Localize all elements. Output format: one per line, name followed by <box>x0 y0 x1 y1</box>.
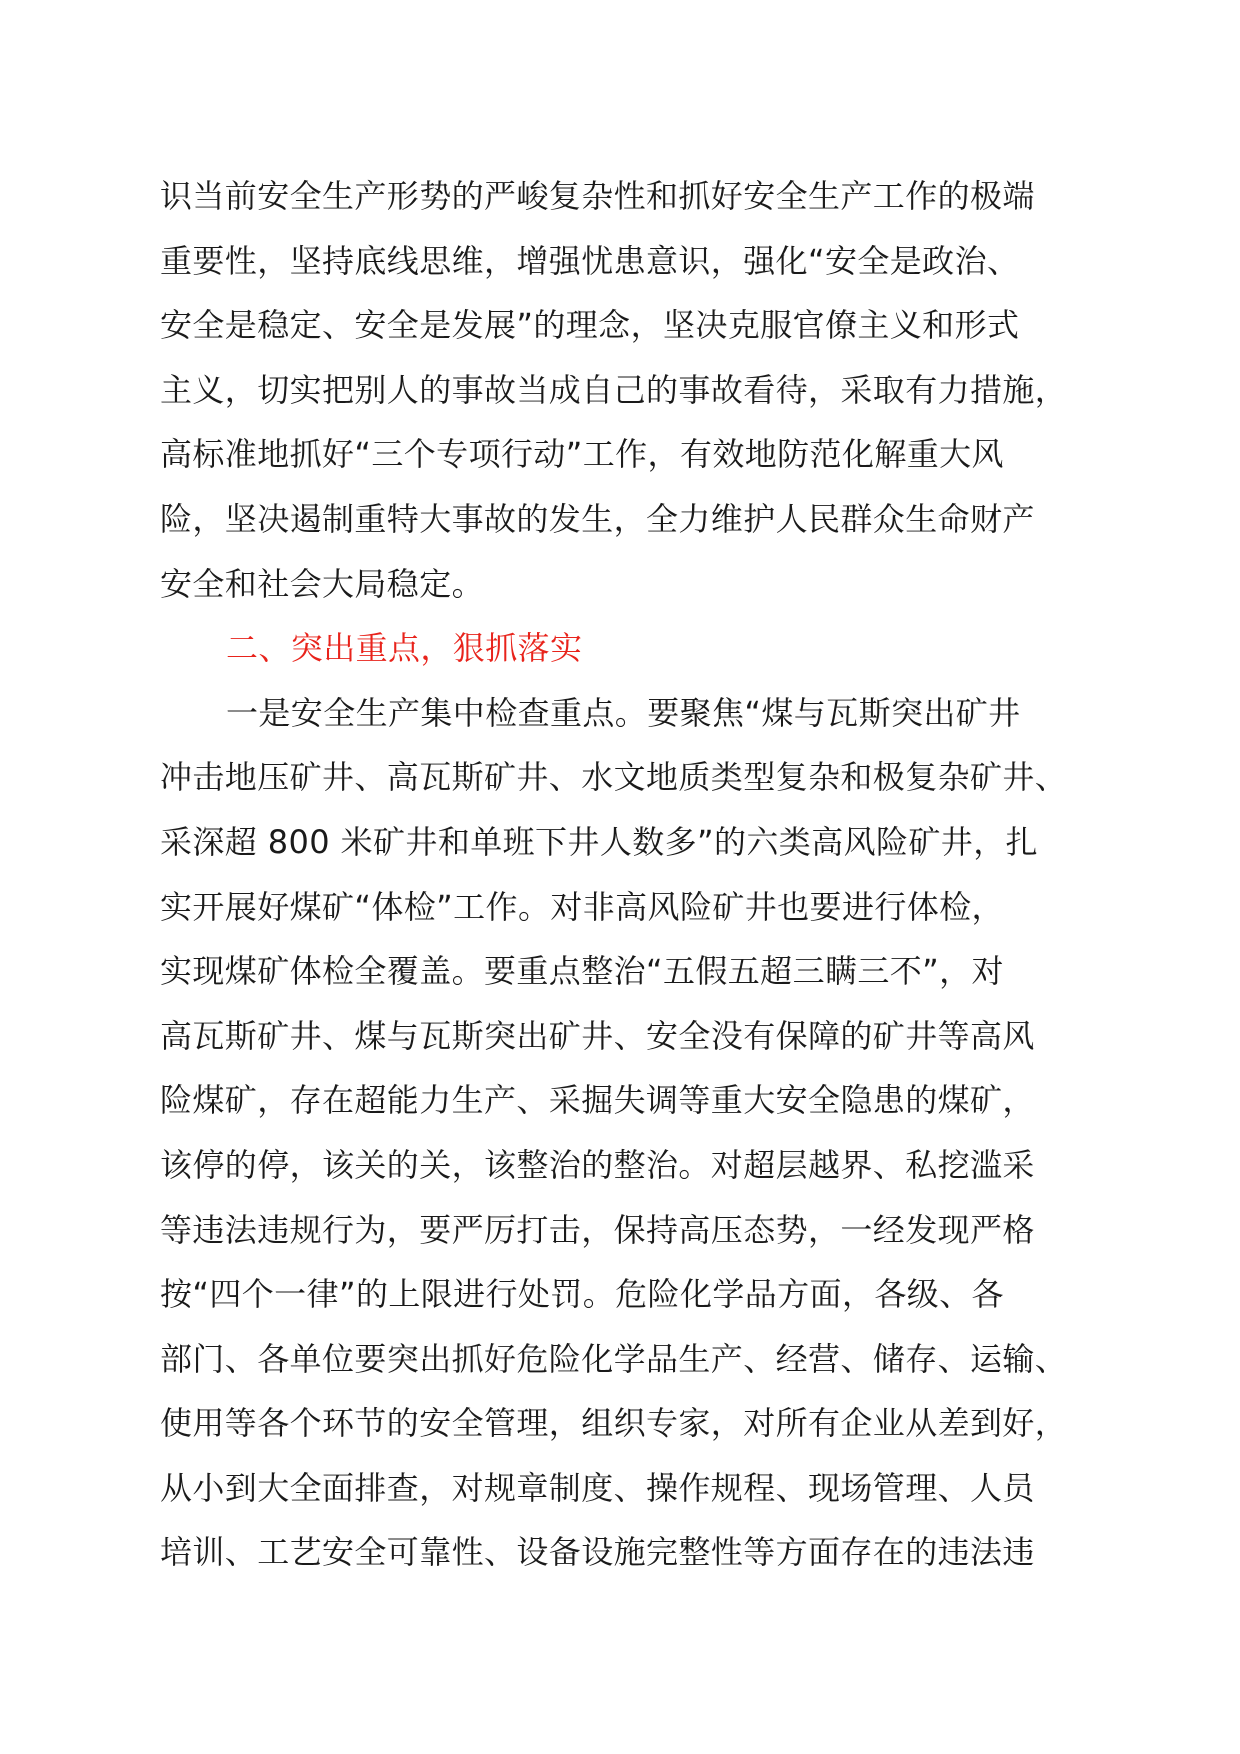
text-line: 安全是稳定、安全是发展”的理念，坚决克服官僚主义和形式 <box>160 306 1020 345</box>
text-line: 实开展好煤矿“体检”工作。对非高风险矿井也要进行体检， <box>160 887 1004 926</box>
text-line: 主义，切实把别人的事故当成自己的事故看待，采取有力措施， <box>160 370 1068 409</box>
text-line: 重要性，坚持底线思维，增强忧患意识，强化“安全是政治、 <box>160 241 1020 280</box>
text-line: 险煤矿，存在超能力生产、采掘失调等重大安全隐患的煤矿， <box>160 1081 1035 1120</box>
text-line: 高瓦斯矿井、煤与瓦斯突出矿井、安全没有保障的矿井等高风 <box>160 1016 1035 1055</box>
text-line: 采深超 800 米矿井和单班下井人数多”的六类高风险矿井，扎 <box>160 822 1039 861</box>
text-line: 按“四个一律”的上限进行处罚。危险化学品方面，各级、各 <box>160 1275 1004 1314</box>
text-line: 从小到大全面排查，对规章制度、操作规程、现场管理、人员 <box>160 1468 1035 1507</box>
text-line: 等违法违规行为，要严厉打击，保持高压态势，一经发现严格 <box>160 1210 1035 1249</box>
text-line: 培训、工艺安全可靠性、设备设施完整性等方面存在的违法违 <box>160 1533 1035 1572</box>
text-line: 部门、各单位要突出抓好危险化学品生产、经营、储存、运输、 <box>160 1339 1068 1378</box>
text-line: 识当前安全生产形势的严峻复杂性和抓好安全生产工作的极端 <box>160 177 1035 215</box>
text-line: 冲击地压矿井、高瓦斯矿井、水文地质类型复杂和极复杂矿井、 <box>160 758 1068 797</box>
text-line: 高标准地抓好“三个专项行动”工作，有效地防范化解重大风 <box>160 435 1004 474</box>
text-line: 险，坚决遏制重特大事故的发生，全力维护人民群众生命财产 <box>160 499 1035 538</box>
text-line: 安全和社会大局稳定。 <box>160 564 485 603</box>
text-line: 使用等各个环节的安全管理，组织专家，对所有企业从差到好， <box>160 1404 1068 1443</box>
section-heading: 二、突出重点，狠抓落实 <box>226 629 583 668</box>
document-body <box>160 164 1120 1585</box>
paragraph-first-line: 一是安全生产集中检查重点。要聚焦“煤与瓦斯突出矿井 <box>226 693 1021 732</box>
text-line: 实现煤矿体检全覆盖。要重点整治“五假五超三瞒三不”，对 <box>160 952 1004 991</box>
text-line: 该停的停，该关的关，该整治的整治。对超层越界、私挖滥采 <box>160 1145 1035 1184</box>
